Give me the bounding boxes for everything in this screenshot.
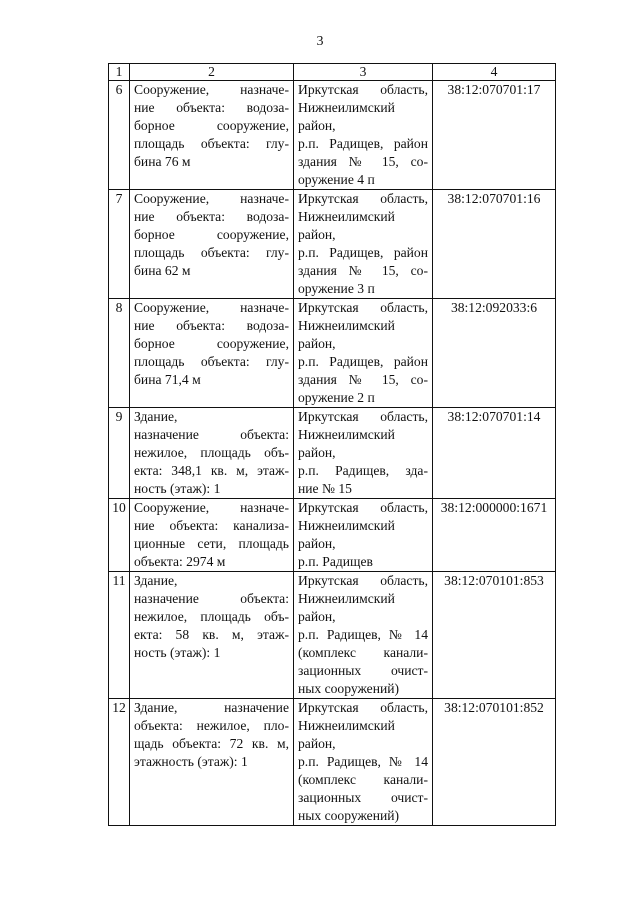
object-description-line: Сооружение, назначе- — [134, 300, 289, 315]
object-description — [130, 408, 294, 499]
object-description-line: площадь объекта: глу- — [134, 354, 289, 369]
object-description-line: объекта: нежилое, пло- — [134, 718, 289, 733]
object-description-line: Здание, назначение — [134, 700, 289, 715]
object-address-line: Нижнеилимский — [298, 100, 395, 115]
object-address-line: район, — [298, 227, 336, 242]
object-address-line: Иркутская область, — [298, 191, 428, 206]
object-address-line: Иркутская область, — [298, 573, 428, 588]
object-address-line: район, — [298, 445, 336, 460]
object-description-line: щадь объекта: 72 кв. м, — [134, 736, 289, 751]
cadastral-number: 38:12:070701:14 — [433, 408, 556, 499]
object-description-line: площадь объекта: глу- — [134, 136, 289, 151]
cadastral-number: 38:12:070101:853 — [433, 572, 556, 699]
object-address-line: Нижнеилимский — [298, 209, 395, 224]
object-address-line: ных сооружений) — [298, 808, 400, 823]
table-body — [109, 81, 556, 826]
object-address-line: оружение 2 п — [298, 390, 375, 405]
object-description-line: бина 76 м — [134, 154, 191, 169]
cadastral-number: 38:12:070101:852 — [433, 699, 556, 826]
object-address-line: Нижнеилимский — [298, 518, 395, 533]
object-address — [294, 190, 433, 299]
object-description-line: Сооружение, назначе- — [134, 82, 289, 97]
object-address-line: Иркутская область, — [298, 700, 428, 715]
table-row — [109, 699, 556, 826]
object-description-line: Здание, — [134, 409, 178, 424]
object-address-line: оружение 4 п — [298, 172, 375, 187]
row-number: 7 — [109, 190, 130, 299]
header-col-1: 1 — [109, 64, 130, 81]
object-address-line: оружение 3 п — [298, 281, 375, 296]
object-address — [294, 408, 433, 499]
object-address-line: р.п. Радищев, № 14 — [298, 627, 428, 642]
cadastral-number: 38:12:092033:6 — [433, 299, 556, 408]
object-description — [130, 572, 294, 699]
object-address — [294, 699, 433, 826]
object-description-line: Здание, — [134, 573, 178, 588]
object-address-line: р.п. Радищев, зда- — [298, 463, 428, 478]
object-address-line: район, — [298, 609, 336, 624]
row-number: 8 — [109, 299, 130, 408]
object-description-line: ние объекта: водоза- — [134, 209, 289, 224]
object-address-line: зационных очист- — [298, 790, 428, 805]
property-registry-table — [108, 63, 556, 826]
object-address-line: район, — [298, 336, 336, 351]
object-address-line: р.п. Радищев, № 14 — [298, 754, 428, 769]
row-number: 11 — [109, 572, 130, 699]
object-address-line: Иркутская область, — [298, 409, 428, 424]
object-address-line: Нижнеилимский — [298, 318, 395, 333]
table-header-row — [109, 64, 556, 81]
object-address — [294, 299, 433, 408]
object-address-line: здания № 15, со- — [298, 263, 428, 278]
row-number: 12 — [109, 699, 130, 826]
object-description-line: ние объекта: водоза- — [134, 318, 289, 333]
object-address-line: здания № 15, со- — [298, 154, 428, 169]
object-description-line: назначение объекта: — [134, 427, 289, 442]
object-address-line: Иркутская область, — [298, 300, 428, 315]
object-address-line: Нижнеилимский — [298, 427, 395, 442]
header-col-3: 3 — [294, 64, 433, 81]
object-description-line: ционные сети, площадь — [134, 536, 289, 551]
object-address-line: р.п. Радищев, район — [298, 245, 428, 260]
table-row — [109, 572, 556, 699]
object-address — [294, 572, 433, 699]
object-address-line: р.п. Радищев, район — [298, 354, 428, 369]
object-description — [130, 299, 294, 408]
object-address-line: район, — [298, 118, 336, 133]
object-address-line: Иркутская область, — [298, 82, 428, 97]
page-number: 3 — [316, 34, 324, 49]
object-description-line: Сооружение, назначе- — [134, 500, 289, 515]
table-row — [109, 499, 556, 572]
object-description-line: нежилое, площадь объ- — [134, 609, 289, 624]
object-description-line: площадь объекта: глу- — [134, 245, 289, 260]
object-address — [294, 81, 433, 190]
object-description-line: Сооружение, назначе- — [134, 191, 289, 206]
object-address-line: ных сооружений) — [298, 681, 400, 696]
object-address-line: ние № 15 — [298, 481, 352, 496]
object-description-line: объекта: 2974 м — [134, 554, 226, 569]
header-col-2: 2 — [130, 64, 294, 81]
object-address-line: (комплекс канали- — [298, 772, 428, 787]
table-row — [109, 81, 556, 190]
object-description-line: нежилое, площадь объ- — [134, 445, 289, 460]
object-address-line: район, — [298, 536, 336, 551]
table-row — [109, 408, 556, 499]
object-description-line: екта: 348,1 кв. м, этаж- — [134, 463, 289, 478]
object-description — [130, 699, 294, 826]
object-description-line: борное сооружение, — [134, 227, 289, 242]
object-address — [294, 499, 433, 572]
object-address-line: Нижнеилимский — [298, 591, 395, 606]
object-address-line: здания № 15, со- — [298, 372, 428, 387]
object-address-line: р.п. Радищев — [298, 554, 373, 569]
row-number: 10 — [109, 499, 130, 572]
object-description-line: ние объекта: канализа- — [134, 518, 289, 533]
row-number: 6 — [109, 81, 130, 190]
object-description-line: ность (этаж): 1 — [134, 481, 221, 496]
cadastral-number: 38:12:070701:16 — [433, 190, 556, 299]
table-row — [109, 299, 556, 408]
cadastral-number: 38:12:070701:17 — [433, 81, 556, 190]
object-address-line: район, — [298, 736, 336, 751]
object-address-line: Иркутская область, — [298, 500, 428, 515]
object-description — [130, 81, 294, 190]
object-description-line: ние объекта: водоза- — [134, 100, 289, 115]
object-address-line: Нижнеилимский — [298, 718, 395, 733]
object-description-line: бина 62 м — [134, 263, 191, 278]
object-description — [130, 499, 294, 572]
object-address-line: р.п. Радищев, район — [298, 136, 428, 151]
header-col-4: 4 — [433, 64, 556, 81]
object-description-line: екта: 58 кв. м, этаж- — [134, 627, 289, 642]
cadastral-number: 38:12:000000:1671 — [433, 499, 556, 572]
object-description — [130, 190, 294, 299]
object-description-line: борное сооружение, — [134, 118, 289, 133]
object-address-line: (комплекс канали- — [298, 645, 428, 660]
object-address-line: зационных очист- — [298, 663, 428, 678]
object-description-line: этажность (этаж): 1 — [134, 754, 248, 769]
object-description-line: борное сооружение, — [134, 336, 289, 351]
table-row — [109, 190, 556, 299]
object-description-line: бина 71,4 м — [134, 372, 201, 387]
row-number: 9 — [109, 408, 130, 499]
object-description-line: ность (этаж): 1 — [134, 645, 221, 660]
object-description-line: назначение объекта: — [134, 591, 289, 606]
